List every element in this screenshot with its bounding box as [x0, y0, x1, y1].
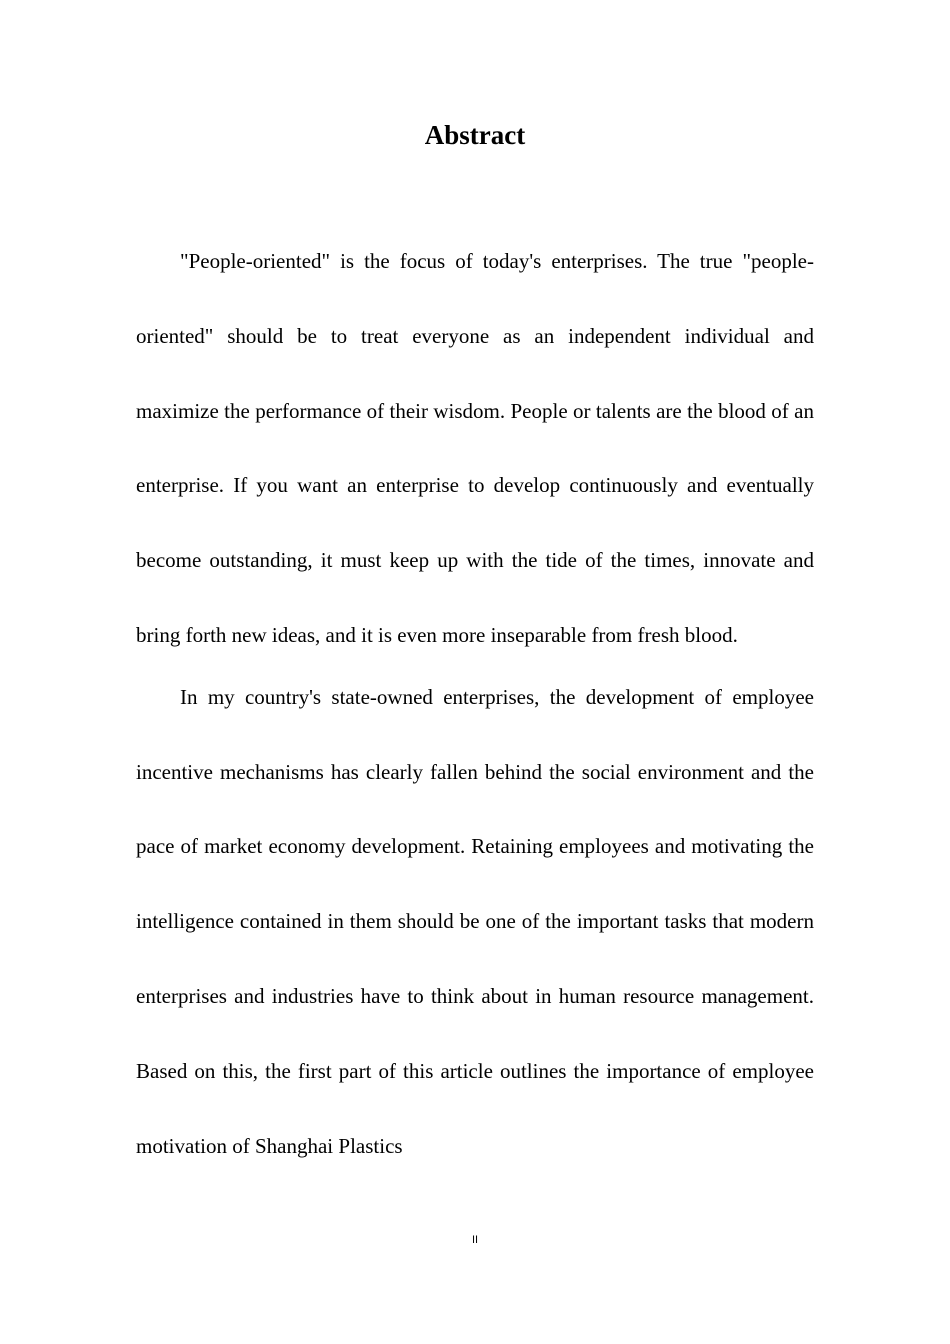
abstract-title: Abstract [424, 120, 526, 150]
abstract-body [136, 224, 814, 1183]
page-number: II [471, 1234, 479, 1246]
abstract-paragraph-2: In my country's state-owned enterprises, the development of employee incentive mechanisms has clearly fallen behind the social environment and the pace of market economy development. Retaining employees and motivating the intelligence contained in them should be one of the important tasks that modern enterprises and industries have to think about in human resource management. Based on this, the first part of this article outlines the importance of employee motivation of Shanghai Plastics [136, 684, 814, 1158]
abstract-paragraph-1: "People-oriented" is the focus of today's enterprises. The true "people-oriented" should be to treat everyone as an independent individual and maximize the performance of their wisdom. People or talents are the blood of an enterprise. If you want an enterprise to develop continuously and eventually become outstanding, it must keep up with the tide of the times, innovate and bring forth new ideas, and it is even more inseparable from fresh blood. [136, 249, 814, 647]
